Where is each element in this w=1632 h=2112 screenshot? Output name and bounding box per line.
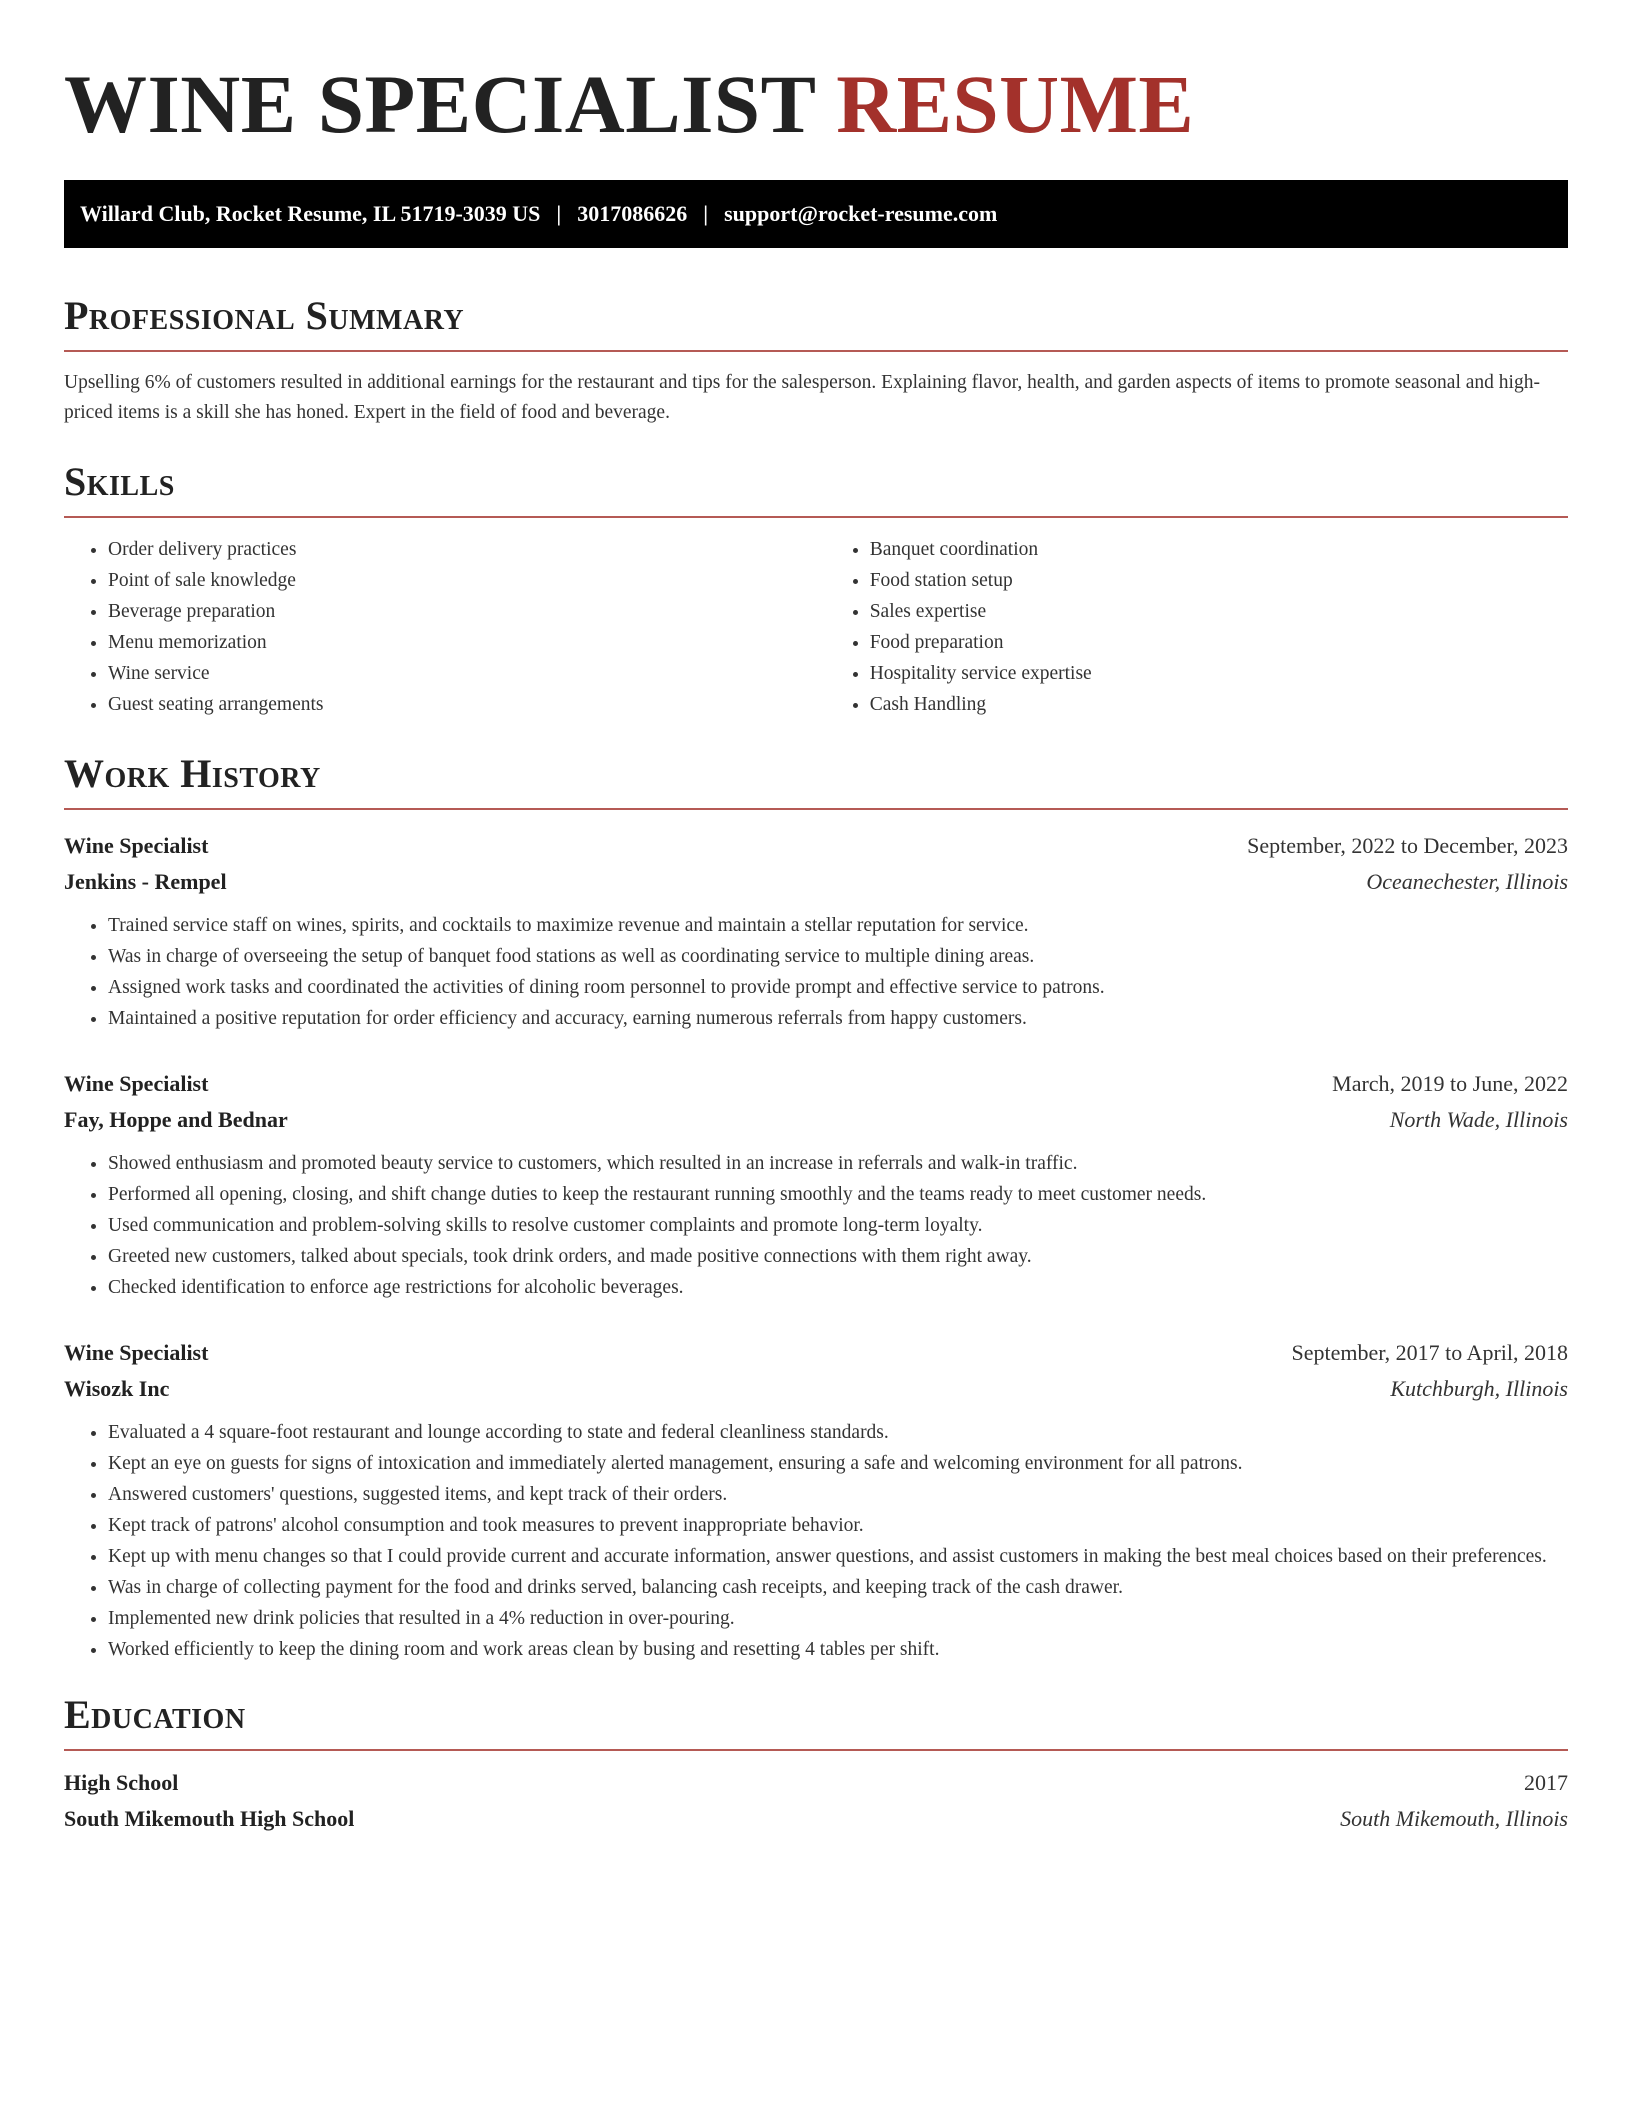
job-title: Wine Specialist <box>64 1071 209 1096</box>
contact-bar <box>64 180 1568 248</box>
job-entry <box>64 1066 1568 1303</box>
job-entry <box>64 828 1568 1034</box>
skills-heading: Skills <box>64 459 175 504</box>
job-company: Jenkins - Rempel <box>64 869 227 894</box>
education-entry <box>64 1765 1568 1837</box>
skill-item: • Food preparation <box>870 627 1568 658</box>
job-bullet: • Was in charge of overseeing the setup of banquet food stations as well as coordinating service to multiple dining areas. <box>108 941 1568 972</box>
job-bullet: • Performed all opening, closing, and shift change duties to keep the restaurant running smoothly and the teams ready to meet customer needs. <box>108 1179 1568 1210</box>
contact-separator: | <box>556 201 562 226</box>
job-bullet: • Maintained a positive reputation for order efficiency and accuracy, earning numerous referrals from happy customers. <box>108 1003 1568 1034</box>
skills-column-right <box>826 534 1568 720</box>
summary-heading: Professional Summary <box>64 293 465 338</box>
skill-item: • Beverage preparation <box>108 596 826 627</box>
education-year: 2017 <box>1524 1770 1568 1795</box>
skill-item: • Order delivery practices <box>108 534 826 565</box>
job-bullet: • Implemented new drink policies that resulted in a 4% reduction in over-pouring. <box>108 1603 1568 1634</box>
education-school: South Mikemouth High School <box>64 1806 355 1831</box>
skill-item: • Menu memorization <box>108 627 826 658</box>
section-divider <box>64 1749 1568 1751</box>
job-bullet: • Trained service staff on wines, spirits, and cocktails to maximize revenue and maintain a stellar reputation for service. <box>108 910 1568 941</box>
contact-email[interactable]: support@rocket-resume.com <box>724 201 998 226</box>
job-bullet: • Kept an eye on guests for signs of intoxication and immediately alerted management, ensuring a safe and welcoming environment for all patrons. <box>108 1448 1568 1479</box>
title-accent: RESUME <box>836 58 1195 150</box>
job-bullet: • Used communication and problem-solving skills to resolve customer complaints and promote long-term loyalty. <box>108 1210 1568 1241</box>
education-heading: Education <box>64 1692 246 1737</box>
job-bullets <box>64 1417 1568 1665</box>
education-location: South Mikemouth, Illinois <box>1340 1806 1568 1831</box>
skill-item: • Guest seating arrangements <box>108 689 826 720</box>
job-location: North Wade, Illinois <box>1389 1107 1568 1132</box>
job-location: Oceanechester, Illinois <box>1366 869 1568 894</box>
job-location: Kutchburgh, Illinois <box>1390 1376 1568 1401</box>
job-bullet: • Worked efficiently to keep the dining room and work areas clean by busing and resetting 4 tables per shift. <box>108 1634 1568 1665</box>
job-bullet: • Answered customers' questions, suggested items, and kept track of their orders. <box>108 1479 1568 1510</box>
skill-item: • Sales expertise <box>870 596 1568 627</box>
skill-item: • Food station setup <box>870 565 1568 596</box>
skill-item: • Cash Handling <box>870 689 1568 720</box>
job-company: Wisozk Inc <box>64 1376 170 1401</box>
job-bullet: • Kept track of patrons' alcohol consumption and took measures to prevent inappropriate behavior. <box>108 1510 1568 1541</box>
job-bullet: • Greeted new customers, talked about specials, took drink orders, and made positive connections with them right away. <box>108 1241 1568 1272</box>
skill-item: • Point of sale knowledge <box>108 565 826 596</box>
education-degree: High School <box>64 1770 179 1795</box>
job-bullets <box>64 910 1568 1034</box>
work-history-heading: Work History <box>64 751 321 796</box>
resume-page <box>64 0 1568 1837</box>
contact-address: Willard Club, Rocket Resume, IL 51719-3039 US <box>80 201 541 226</box>
contact-separator: | <box>703 201 709 226</box>
section-divider <box>64 350 1568 352</box>
resume-title <box>64 58 1568 150</box>
job-dates: September, 2022 to December, 2023 <box>1247 833 1568 858</box>
skill-item: • Wine service <box>108 658 826 689</box>
job-entry <box>64 1335 1568 1665</box>
job-bullet: • Showed enthusiasm and promoted beauty service to customers, which resulted in an increase in referrals and walk-in traffic. <box>108 1148 1568 1179</box>
job-company: Fay, Hoppe and Bednar <box>64 1107 288 1132</box>
job-dates: March, 2019 to June, 2022 <box>1332 1071 1568 1096</box>
section-divider <box>64 808 1568 810</box>
job-bullet: • Was in charge of collecting payment for the food and drinks served, balancing cash receipts, and keeping track of the cash drawer. <box>108 1572 1568 1603</box>
summary-text: Upselling 6% of customers resulted in additional earnings for the restaurant and tips for the salesperson. Explaining flavor, health, and garden aspects of items to promote seasonal and high-priced items is a skill she has honed. Expert in the field of food and beverage. <box>64 372 1540 423</box>
section-divider <box>64 516 1568 518</box>
job-title: Wine Specialist <box>64 1340 209 1365</box>
skill-item: • Hospitality service expertise <box>870 658 1568 689</box>
job-bullet: • Checked identification to enforce age restrictions for alcoholic beverages. <box>108 1272 1568 1303</box>
job-bullet: • Evaluated a 4 square-foot restaurant and lounge according to state and federal cleanliness standards. <box>108 1417 1568 1448</box>
skill-item: • Banquet coordination <box>870 534 1568 565</box>
job-bullets <box>64 1148 1568 1303</box>
job-title: Wine Specialist <box>64 833 209 858</box>
skills-column-left <box>64 534 826 720</box>
job-bullet: • Kept up with menu changes so that I could provide current and accurate information, answer questions, and assist customers in making the best meal choices based on their preferences. <box>108 1541 1568 1572</box>
job-bullet: • Assigned work tasks and coordinated the activities of dining room personnel to provide prompt and effective service to patrons. <box>108 972 1568 1003</box>
job-dates: September, 2017 to April, 2018 <box>1291 1340 1568 1365</box>
contact-phone: 3017086626 <box>577 201 688 226</box>
skills-list <box>64 534 1568 720</box>
title-main: WINE SPECIALIST <box>64 58 815 150</box>
